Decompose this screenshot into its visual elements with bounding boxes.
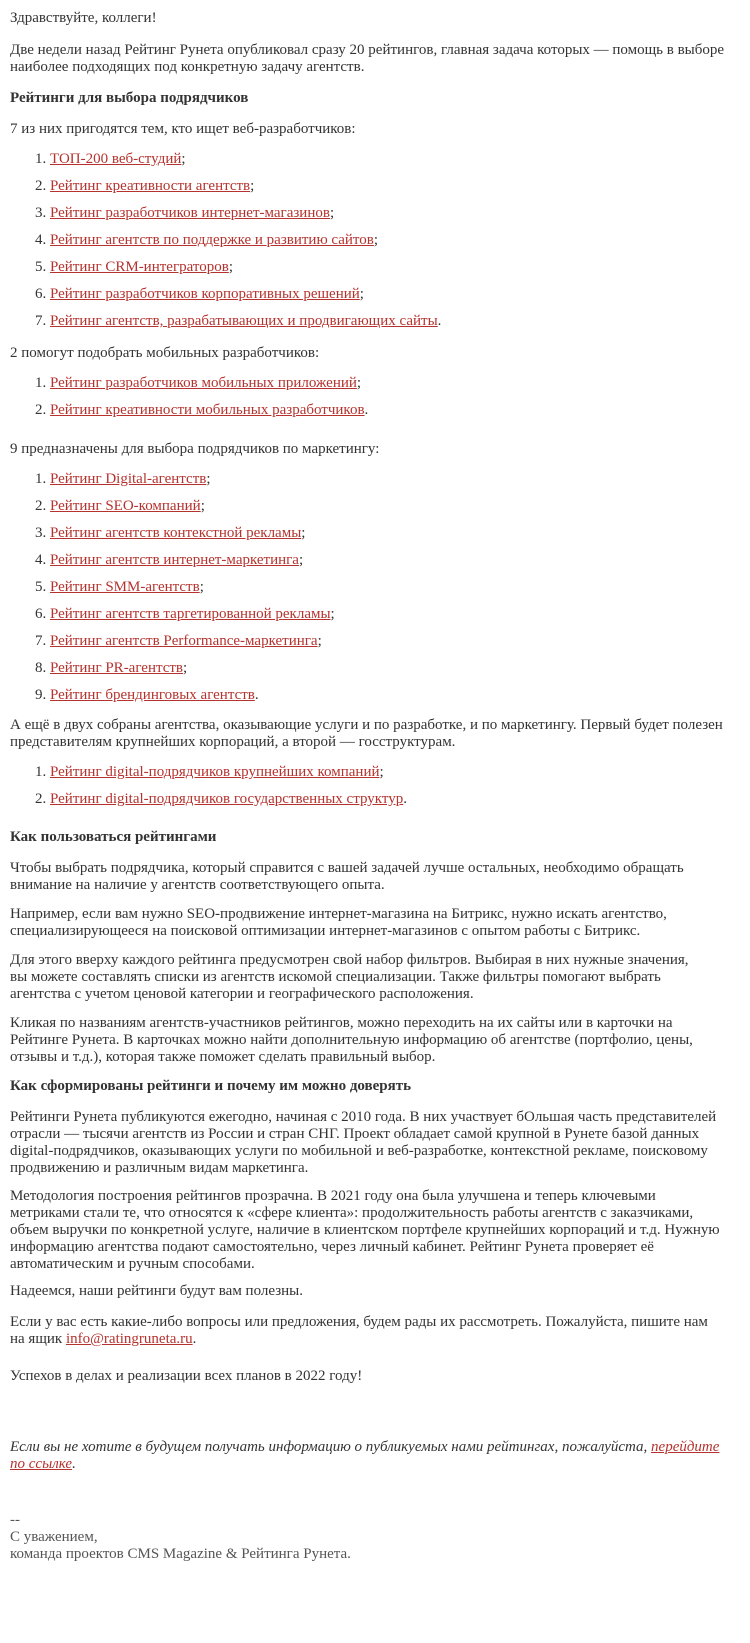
contact-end: .: [192, 1331, 197, 1347]
rating-link[interactable]: Рейтинг digital-подрядчиков государственных структур: [50, 791, 404, 807]
rating-link[interactable]: Рейтинг агентств интернет-маркетинга: [50, 552, 299, 568]
mobile-list-intro: 2 помогут подобрать мобильных разработчиков:: [10, 345, 320, 361]
usage-paragraph-4: Кликая по названиям агентств-участников рейтингов, можно переходить на их сайты или в карточки на Рейтинге Рунета. В карточках можно найти дополнительную информацию об агентстве (портфолио, цены, отзывы и т.д.), которая также поможет сделать правильный выбор.: [10, 1015, 693, 1065]
rating-link[interactable]: ТОП-200 веб-студий: [50, 151, 182, 167]
rating-list-item: [50, 205, 441, 232]
signature-regards: С уважением,: [10, 1529, 98, 1545]
usage-paragraph-1: Чтобы выбрать подрядчика, который справится с вашей задачей лучше остальных, необходимо обращать внимание на наличие у агентств соответствующего опыта.: [10, 860, 684, 893]
rating-link[interactable]: Рейтинг Digital-агентств: [50, 471, 207, 487]
rating-list-item: [50, 687, 335, 714]
list-item-punctuation: ;: [206, 471, 211, 487]
list-item-punctuation: ;: [250, 178, 255, 194]
rating-list-item: [50, 764, 407, 791]
trust-paragraph-1: Рейтинги Рунета публикуются ежегодно, начиная с 2010 года. В них участвует бОльшая часть представителей отрасли — тысячи агентств из России и стран СНГ. Проект обладает самой крупной в Рунете базой данных digital-подрядчиков, оказывающих услуги по мобильной и веб-разработке, контекстной рекламе, поисковому продвижению и различным видам маркетинга.: [10, 1109, 717, 1176]
list-item-punctuation: ;: [228, 259, 233, 275]
rating-list-item: [50, 232, 441, 259]
unsubscribe-text: Если вы не хотите в будущем получать информацию о публикуемых нами рейтингах, пожалуйста,: [10, 1439, 652, 1455]
list-item-punctuation: .: [437, 313, 442, 329]
rating-list-item: [50, 498, 335, 525]
list-item-punctuation: ;: [373, 232, 379, 248]
rating-link[interactable]: Рейтинг digital-подрядчиков крупнейших компаний: [50, 764, 380, 780]
signature-team: команда проектов CMS Magazine & Рейтинга Рунета.: [10, 1546, 351, 1562]
rating-link[interactable]: Рейтинг SEO-компаний: [50, 498, 201, 514]
rating-link[interactable]: Рейтинг агентств таргетированной рекламы: [50, 606, 331, 622]
contact-text: Если у вас есть какие-либо вопросы или предложения, будем рады их рассмотреть. Пожалуйста, пишите нам на ящик: [10, 1314, 708, 1347]
section-title-contractors: Рейтинги для выбора подрядчиков: [10, 90, 249, 106]
rating-list-item: [50, 313, 441, 340]
rating-list-item: [50, 552, 335, 579]
usage-paragraph-2: Например, если вам нужно SEO-продвижение интернет-магазина на Битрикс, нужно искать агентство, специализирующееся на поисковой оптимизации интернет-магазинов с опытом работы с Битрикс.: [10, 906, 667, 939]
list-item-punctuation: ;: [200, 498, 205, 514]
rating-list-item: [50, 525, 335, 552]
list-item-punctuation: .: [364, 402, 369, 418]
intro-paragraph: Две недели назад Рейтинг Рунета опубликовал сразу 20 рейтингов, главная задача которых — помощь в выборе наиболее подходящих под конкретную задачу агентств.: [10, 42, 725, 75]
marketing-list-intro: 9 предназначены для выбора подрядчиков по маркетингу:: [10, 441, 380, 457]
rating-list-item: [50, 606, 335, 633]
list-item-punctuation: ;: [317, 633, 322, 649]
hope-paragraph: Надеемся, наши рейтинги будут вам полезны.: [10, 1283, 303, 1299]
list-item-punctuation: ;: [183, 660, 188, 676]
wish-paragraph: Успехов в делах и реализации всех планов в 2022 году!: [10, 1368, 363, 1384]
usage-paragraph-3: Для этого вверху каждого рейтинга предусмотрен свой набор фильтров. Выбирая в них нужные значения, вы можете составлять списки из агентств искомой специализации. Также фильтры помогают выбрать агентства с учетом ценовой категории и географического расположения.: [10, 952, 689, 1002]
rating-list-item: [50, 151, 441, 178]
list-item-punctuation: ;: [379, 764, 384, 780]
rating-link[interactable]: Рейтинг брендинговых агентств: [50, 687, 255, 703]
unsubscribe-link[interactable]: перейдите по ссылке: [10, 1439, 720, 1472]
rating-list-item: [50, 633, 335, 660]
trust-paragraph-2: Методология построения рейтингов прозрачна. В 2021 году она была улучшена и теперь ключевыми метриками стали те, что относятся к «сфере клиента»: продолжительность работы агентств с заказчиками, объем выручки по конкретной услуге, наличие в клиентском портфеле крупнейших корпораций и т.д. Нужную информацию агентства подают самостоятельно, через личный кабинет. Рейтинг Рунета проверяет её автоматическим и ручным способами.: [10, 1188, 720, 1272]
combined-ratings-list: [0, 764, 407, 818]
unsubscribe-paragraph: [10, 1439, 725, 1473]
rating-list-item: [50, 259, 441, 286]
contact-email-link[interactable]: info@ratingruneta.ru: [65, 1331, 193, 1347]
list-item-punctuation: .: [254, 687, 259, 703]
rating-link[interactable]: Рейтинг агентств контекстной рекламы: [50, 525, 302, 541]
rating-link[interactable]: Рейтинг SMM-агентств: [50, 579, 200, 595]
section-title-usage: Как пользоваться рейтингами: [10, 829, 217, 845]
rating-list-item: [50, 471, 335, 498]
rating-link[interactable]: Рейтинг агентств по поддержке и развитию сайтов: [50, 232, 374, 248]
list-item-punctuation: ;: [356, 375, 362, 391]
rating-link[interactable]: Рейтинг CRM-интеграторов: [50, 259, 229, 275]
greeting: Здравствуйте, коллеги!: [10, 10, 157, 26]
rating-list-item: [50, 178, 441, 205]
unsubscribe-end: .: [72, 1456, 76, 1472]
rating-link[interactable]: Рейтинг агентств Performance-маркетинга: [50, 633, 318, 649]
rating-link[interactable]: Рейтинг разработчиков корпоративных решений: [50, 286, 360, 302]
signature-dash: --: [10, 1512, 20, 1528]
rating-link[interactable]: Рейтинг PR-агентств: [50, 660, 184, 676]
rating-list-item: [50, 375, 368, 402]
rating-link[interactable]: Рейтинг креативности мобильных разработчиков: [50, 402, 365, 418]
rating-list-item: [50, 286, 441, 313]
rating-link[interactable]: Рейтинг агентств, разрабатывающих и продвигающих сайты: [50, 313, 438, 329]
marketing-ratings-list: [0, 471, 335, 714]
rating-link[interactable]: Рейтинг креативности агентств: [50, 178, 251, 194]
list-item-punctuation: ;: [329, 205, 335, 221]
section-title-trust: Как сформированы рейтинги и почему им можно доверять: [10, 1078, 412, 1094]
rating-list-item: [50, 579, 335, 606]
contact-paragraph: [10, 1314, 710, 1348]
list-item-punctuation: .: [403, 791, 407, 807]
rating-list-item: [50, 660, 335, 687]
web-list-intro: 7 из них пригодятся тем, кто ищет веб-разработчиков:: [10, 121, 356, 137]
list-item-punctuation: ;: [359, 286, 364, 302]
rating-list-item: [50, 791, 407, 818]
rating-list-item: [50, 402, 368, 429]
list-item-punctuation: ;: [298, 552, 304, 568]
rating-link[interactable]: Рейтинг разработчиков интернет-магазинов: [50, 205, 330, 221]
mobile-ratings-list: [0, 375, 368, 429]
list-item-punctuation: ;: [301, 525, 306, 541]
list-item-punctuation: ;: [199, 579, 204, 595]
rating-link[interactable]: Рейтинг разработчиков мобильных приложений: [50, 375, 357, 391]
web-ratings-list: [0, 151, 441, 340]
list-item-punctuation: ;: [330, 606, 335, 622]
combined-list-intro: А ещё в двух собраны агентства, оказывающие услуги и по разработке, и по маркетингу. Первый будет полезен представителям крупнейших корпораций, а второй — госструктурам.: [10, 717, 723, 750]
list-item-punctuation: ;: [181, 151, 186, 167]
